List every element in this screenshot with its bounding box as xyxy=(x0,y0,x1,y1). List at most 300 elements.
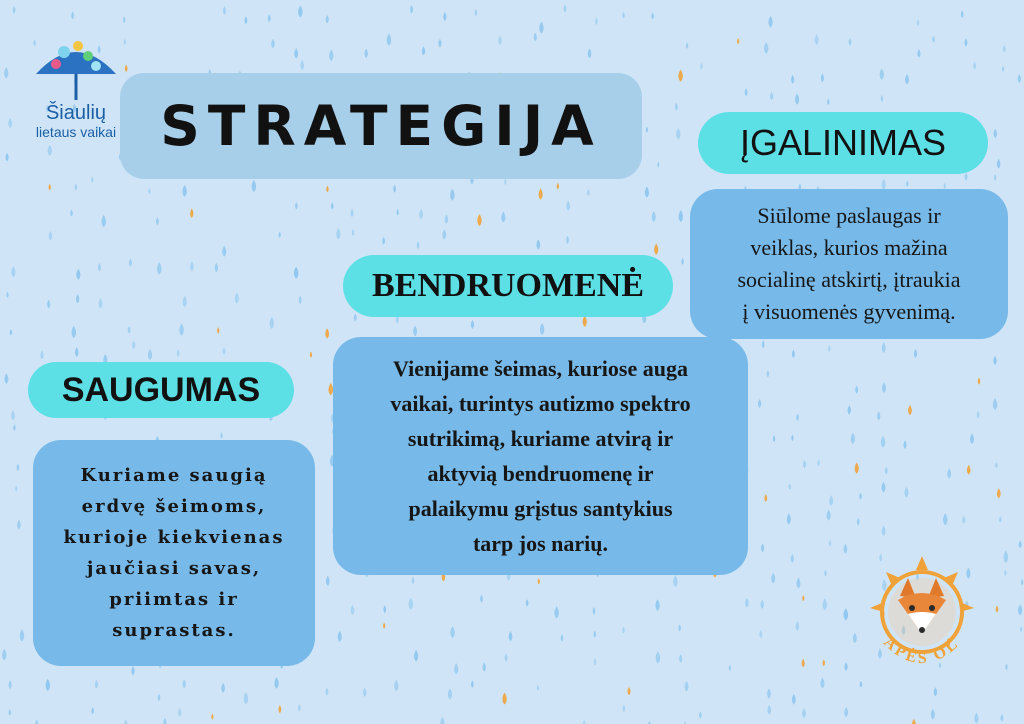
raindrop xyxy=(882,526,886,537)
raindrop xyxy=(76,294,79,303)
raindrop xyxy=(123,16,126,23)
raindrop xyxy=(351,605,355,615)
raindrop xyxy=(183,296,187,307)
raindrop xyxy=(279,231,281,238)
raindrop xyxy=(2,649,6,661)
raindrop xyxy=(656,651,661,663)
raindrop xyxy=(278,705,281,713)
raindrop xyxy=(128,326,131,334)
raindrop xyxy=(857,518,860,526)
raindrop xyxy=(679,654,682,663)
raindrop xyxy=(299,296,302,305)
raindrop xyxy=(908,405,912,415)
raindrop xyxy=(11,410,15,420)
raindrop xyxy=(252,180,256,192)
raindrop xyxy=(823,598,827,610)
raindrop xyxy=(11,266,15,277)
raindrop xyxy=(877,411,880,420)
raindrop xyxy=(849,38,852,46)
raindrop xyxy=(129,258,132,267)
raindrop xyxy=(557,183,559,190)
raindrop xyxy=(676,128,680,140)
bendruomene-line: aktyvią bendruomenę ir xyxy=(427,461,654,486)
raindrop xyxy=(853,633,857,644)
raindrop xyxy=(999,516,1001,522)
raindrop xyxy=(502,692,506,704)
lapes-ola-logo xyxy=(862,556,982,686)
raindrop xyxy=(271,39,274,49)
raindrop xyxy=(413,326,417,337)
raindrop xyxy=(450,189,454,201)
raindrop xyxy=(410,5,413,14)
raindrop xyxy=(4,373,8,384)
raindrop xyxy=(396,209,398,216)
raindrop xyxy=(827,510,831,521)
raindrop xyxy=(1004,569,1006,576)
saugumas-line: jaučiasi savas, xyxy=(86,558,262,579)
raindrop xyxy=(994,129,997,139)
raindrop xyxy=(329,49,333,61)
igalinimas-line: veiklas, kurios mažina xyxy=(750,235,948,260)
raindrop xyxy=(802,659,805,668)
raindrop xyxy=(471,320,474,329)
raindrop xyxy=(828,345,831,352)
raindrop xyxy=(124,720,127,724)
raindrop xyxy=(17,464,20,471)
raindrop xyxy=(881,95,884,102)
raindrop xyxy=(326,15,329,24)
raindrop xyxy=(190,261,194,271)
raindrop xyxy=(268,14,271,22)
raindrop xyxy=(906,181,908,187)
igalinimas-line: į visuomenės gyvenimą. xyxy=(742,299,956,324)
raindrop xyxy=(91,707,94,714)
raindrop xyxy=(182,185,186,197)
bendruomene-line: palaikymu grįstus santykius xyxy=(408,496,673,521)
raindrop xyxy=(438,39,441,48)
raindrop xyxy=(75,183,78,190)
raindrop xyxy=(537,685,539,691)
igalinimas-line: socialinę atskirtį, įtraukia xyxy=(737,267,961,292)
raindrop xyxy=(20,629,24,641)
raindrop xyxy=(8,680,11,689)
saugumas-line: erdvę šeimoms, xyxy=(81,496,267,517)
raindrop xyxy=(583,315,587,327)
raindrop xyxy=(354,314,357,322)
raindrop xyxy=(477,214,481,226)
raindrop xyxy=(803,460,806,468)
raindrop xyxy=(445,214,449,224)
raindrop xyxy=(885,467,888,475)
raindrop xyxy=(965,172,968,180)
raindrop xyxy=(622,12,624,19)
raindrop xyxy=(770,92,773,100)
raindrop xyxy=(157,262,162,275)
raindrop xyxy=(46,679,51,691)
raindrop xyxy=(686,42,688,49)
raindrop xyxy=(673,575,677,587)
raindrop xyxy=(417,241,420,249)
raindrop xyxy=(98,263,101,272)
raindrop xyxy=(964,38,967,46)
raindrop xyxy=(997,488,1001,498)
bendruomene-line: tarp jos narių. xyxy=(472,531,609,556)
raindrop xyxy=(758,399,761,408)
raindrop xyxy=(817,459,820,466)
raindrop xyxy=(961,10,964,18)
raindrop xyxy=(504,179,506,186)
raindrop xyxy=(762,340,765,348)
raindrop xyxy=(745,88,748,96)
raindrop xyxy=(700,63,703,70)
saugumas-heading: SAUGUMAS xyxy=(28,362,294,418)
raindrop xyxy=(190,209,193,218)
raindrop xyxy=(91,176,94,183)
raindrop xyxy=(905,74,909,85)
raindrop xyxy=(943,513,948,525)
raindrop xyxy=(454,663,458,674)
raindrop xyxy=(182,679,185,688)
raindrop xyxy=(179,323,184,336)
raindrop xyxy=(802,708,806,718)
raindrop xyxy=(947,468,951,478)
raindrop xyxy=(796,621,800,631)
raindrop xyxy=(993,398,997,410)
raindrop xyxy=(563,4,566,12)
raindrop xyxy=(448,688,452,700)
raindrop xyxy=(566,236,569,244)
raindrop xyxy=(480,594,483,602)
raindrop xyxy=(914,349,917,358)
bendruomene-text xyxy=(390,351,690,561)
raindrop xyxy=(931,709,935,720)
raindrop xyxy=(973,61,976,70)
raindrop xyxy=(15,486,17,492)
raindrop xyxy=(217,327,219,334)
raindrop xyxy=(844,544,848,554)
raindrop xyxy=(71,326,76,339)
raindrop xyxy=(49,184,51,191)
raindrop xyxy=(761,543,764,552)
raindrop xyxy=(771,573,775,584)
raindrop xyxy=(855,385,858,393)
raindrop xyxy=(1002,66,1004,72)
raindrop xyxy=(409,597,414,609)
raindrop xyxy=(223,347,226,355)
raindrop xyxy=(471,680,474,687)
raindrop xyxy=(1005,663,1008,670)
raindrop xyxy=(99,298,103,309)
raindrop xyxy=(791,75,794,84)
raindrop xyxy=(995,462,997,469)
raindrop xyxy=(539,21,543,33)
raindrop xyxy=(566,201,570,211)
saugumas-text xyxy=(64,460,285,646)
raindrop xyxy=(338,631,342,642)
raindrop xyxy=(475,9,478,17)
raindrop xyxy=(148,188,150,194)
raindrop xyxy=(760,600,763,609)
raindrop xyxy=(773,435,776,442)
raindrop xyxy=(536,239,540,250)
raindrop xyxy=(419,209,423,220)
raindrop xyxy=(498,36,501,46)
raindrop xyxy=(978,378,981,385)
bendruomene-line: Vienijame šeimas, kuriose auga xyxy=(393,356,688,381)
raindrop xyxy=(132,340,135,349)
raindrop xyxy=(767,705,771,715)
raindrop xyxy=(764,42,768,54)
logo-left-line1: Šiaulių xyxy=(45,102,107,124)
raindrop xyxy=(6,291,8,298)
raindrop xyxy=(967,465,971,475)
raindrop xyxy=(844,707,848,717)
raindrop xyxy=(295,202,298,209)
raindrop xyxy=(76,269,80,280)
raindrop xyxy=(300,60,304,70)
raindrop xyxy=(326,688,329,696)
raindrop xyxy=(917,19,920,26)
raindrop xyxy=(211,714,213,720)
raindrop xyxy=(450,626,454,638)
raindrop xyxy=(764,494,767,502)
raindrop xyxy=(244,16,247,24)
igalinimas-heading: ĮGALINIMAS xyxy=(698,112,988,174)
raindrop xyxy=(737,38,739,44)
raindrop xyxy=(274,677,278,689)
raindrop xyxy=(351,209,354,217)
raindrop xyxy=(509,631,513,641)
igalinimas-text xyxy=(738,200,961,328)
raindrop xyxy=(678,624,681,631)
raindrop xyxy=(1019,540,1022,548)
raindrop xyxy=(540,323,544,335)
bendruomene-line: vaikai, turintys autizmo spektro xyxy=(390,391,691,416)
raindrop xyxy=(844,608,849,621)
raindrop xyxy=(70,209,73,216)
raindrop xyxy=(651,12,654,19)
raindrop xyxy=(792,350,795,358)
raindrop xyxy=(844,662,847,671)
raindrop xyxy=(71,11,74,19)
raindrop xyxy=(394,679,398,691)
raindrop xyxy=(882,382,886,393)
raindrop xyxy=(178,708,181,717)
raindrop xyxy=(414,650,418,662)
raindrop xyxy=(768,16,772,28)
raindrop xyxy=(791,554,794,563)
raindrop xyxy=(767,688,771,698)
saugumas-line: suprastas. xyxy=(112,620,236,641)
raindrop xyxy=(393,185,396,193)
raindrop xyxy=(554,606,559,618)
raindrop xyxy=(583,720,586,724)
raindrop xyxy=(163,718,166,724)
raindrop xyxy=(815,34,819,45)
raindrop xyxy=(880,68,884,80)
raindrop xyxy=(675,102,678,110)
raindrop xyxy=(791,435,793,442)
saugumas-line: priimtas ir xyxy=(109,589,239,610)
raindrop xyxy=(821,73,824,82)
raindrop xyxy=(101,215,106,227)
raindrop xyxy=(6,153,9,162)
raindrop xyxy=(655,599,659,611)
siauliu-lietaus-vaikai-logo xyxy=(26,32,126,142)
raindrop xyxy=(789,484,791,490)
raindrop xyxy=(848,405,851,415)
raindrop xyxy=(685,681,689,692)
raindrop xyxy=(1018,74,1021,83)
raindrop xyxy=(298,5,302,17)
raindrop xyxy=(934,687,937,696)
raindrop xyxy=(95,680,98,689)
raindrop xyxy=(678,70,682,82)
raindrop xyxy=(1020,626,1022,632)
raindrop xyxy=(802,595,804,601)
raindrop xyxy=(10,329,12,336)
raindrop xyxy=(47,300,50,309)
raindrop xyxy=(796,577,800,588)
igalinimas-line: Siūlome paslaugas ir xyxy=(757,203,941,228)
raindrop xyxy=(223,6,226,15)
raindrop xyxy=(851,433,855,444)
raindrop xyxy=(996,605,999,612)
raindrop xyxy=(526,599,529,607)
raindrop xyxy=(745,598,749,608)
raindrop xyxy=(1018,604,1022,615)
raindrop xyxy=(9,709,11,716)
raindrop xyxy=(1004,550,1009,563)
logo-left-line2: lietaus vaikai xyxy=(35,124,117,140)
raindrop xyxy=(8,118,12,129)
bendruomene-heading: BENDRUOMENĖ xyxy=(343,255,673,317)
raindrop xyxy=(440,717,444,724)
raindrop xyxy=(294,48,298,58)
raindrop xyxy=(881,436,885,448)
raindrop xyxy=(588,48,592,58)
raindrop xyxy=(561,634,564,641)
raindrop xyxy=(382,237,385,245)
raindrop xyxy=(221,683,225,693)
raindrop xyxy=(383,605,386,613)
raindrop xyxy=(679,210,683,222)
raindrop xyxy=(917,49,920,58)
igalinimas-panel xyxy=(690,189,1008,339)
raindrop xyxy=(131,666,134,676)
raindrop xyxy=(593,630,596,637)
raindrop xyxy=(595,17,598,25)
raindrop xyxy=(325,328,329,338)
raindrop xyxy=(994,174,997,181)
raindrop xyxy=(442,229,446,239)
raindrop xyxy=(623,704,626,712)
raindrop xyxy=(363,688,366,697)
raindrop xyxy=(652,211,656,222)
raindrop xyxy=(148,349,152,360)
page-title: STRATEGIJA xyxy=(120,73,642,179)
raindrop xyxy=(17,520,21,530)
raindrop xyxy=(823,659,825,666)
raindrop xyxy=(820,677,824,688)
raindrop xyxy=(827,99,829,105)
raindrop xyxy=(997,159,1001,169)
raindrop xyxy=(974,713,978,724)
raindrop xyxy=(759,630,762,638)
raindrop xyxy=(443,12,446,21)
fox-icon xyxy=(862,556,982,686)
raindrop xyxy=(970,433,974,444)
raindrop xyxy=(331,202,334,209)
raindrop xyxy=(792,694,796,705)
raindrop xyxy=(993,356,996,365)
saugumas-line: kurioje kiekvienas xyxy=(63,527,285,548)
raindrop xyxy=(326,576,330,586)
raindrop xyxy=(75,347,79,357)
raindrop xyxy=(767,370,770,377)
raindrop xyxy=(903,440,906,449)
raindrop xyxy=(796,414,799,421)
raindrop xyxy=(859,492,862,499)
raindrop xyxy=(787,513,791,524)
raindrop xyxy=(383,623,385,629)
raindrop xyxy=(646,127,648,133)
raindrop xyxy=(882,482,886,493)
raindrop xyxy=(1003,45,1006,53)
raindrop xyxy=(912,719,916,724)
raindrop xyxy=(681,258,684,265)
raindrop xyxy=(326,186,328,193)
raindrop xyxy=(829,495,833,506)
raindrop xyxy=(40,350,43,359)
raindrop xyxy=(4,67,8,79)
raindrop xyxy=(13,424,15,431)
raindrop xyxy=(882,342,886,353)
saugumas-line: Kuriame saugią xyxy=(80,465,268,486)
raindrop xyxy=(645,186,649,197)
raindrop xyxy=(795,93,799,104)
raindrop xyxy=(501,211,505,222)
raindrop xyxy=(222,246,226,257)
raindrop xyxy=(422,46,425,55)
raindrop xyxy=(505,653,508,661)
raindrop xyxy=(977,411,980,419)
raindrop xyxy=(220,432,222,439)
raindrop xyxy=(593,607,596,615)
raindrop xyxy=(412,577,415,584)
raindrop xyxy=(594,658,597,666)
raindrop xyxy=(729,665,731,671)
raindrop xyxy=(654,243,658,254)
raindrop xyxy=(352,229,355,237)
raindrop xyxy=(235,292,239,303)
raindrop xyxy=(829,540,832,547)
raindrop xyxy=(336,228,340,240)
raindrop xyxy=(932,36,935,43)
raindrop xyxy=(1000,714,1003,722)
raindrop xyxy=(177,349,180,357)
raindrop xyxy=(364,48,368,58)
raindrop xyxy=(215,263,218,273)
raindrop xyxy=(539,188,543,199)
raindrop xyxy=(244,692,249,704)
raindrop xyxy=(627,687,630,696)
raindrop xyxy=(387,33,392,45)
raindrop xyxy=(482,662,485,672)
raindrop xyxy=(824,570,826,576)
raindrop xyxy=(587,189,590,196)
raindrop xyxy=(35,719,38,724)
